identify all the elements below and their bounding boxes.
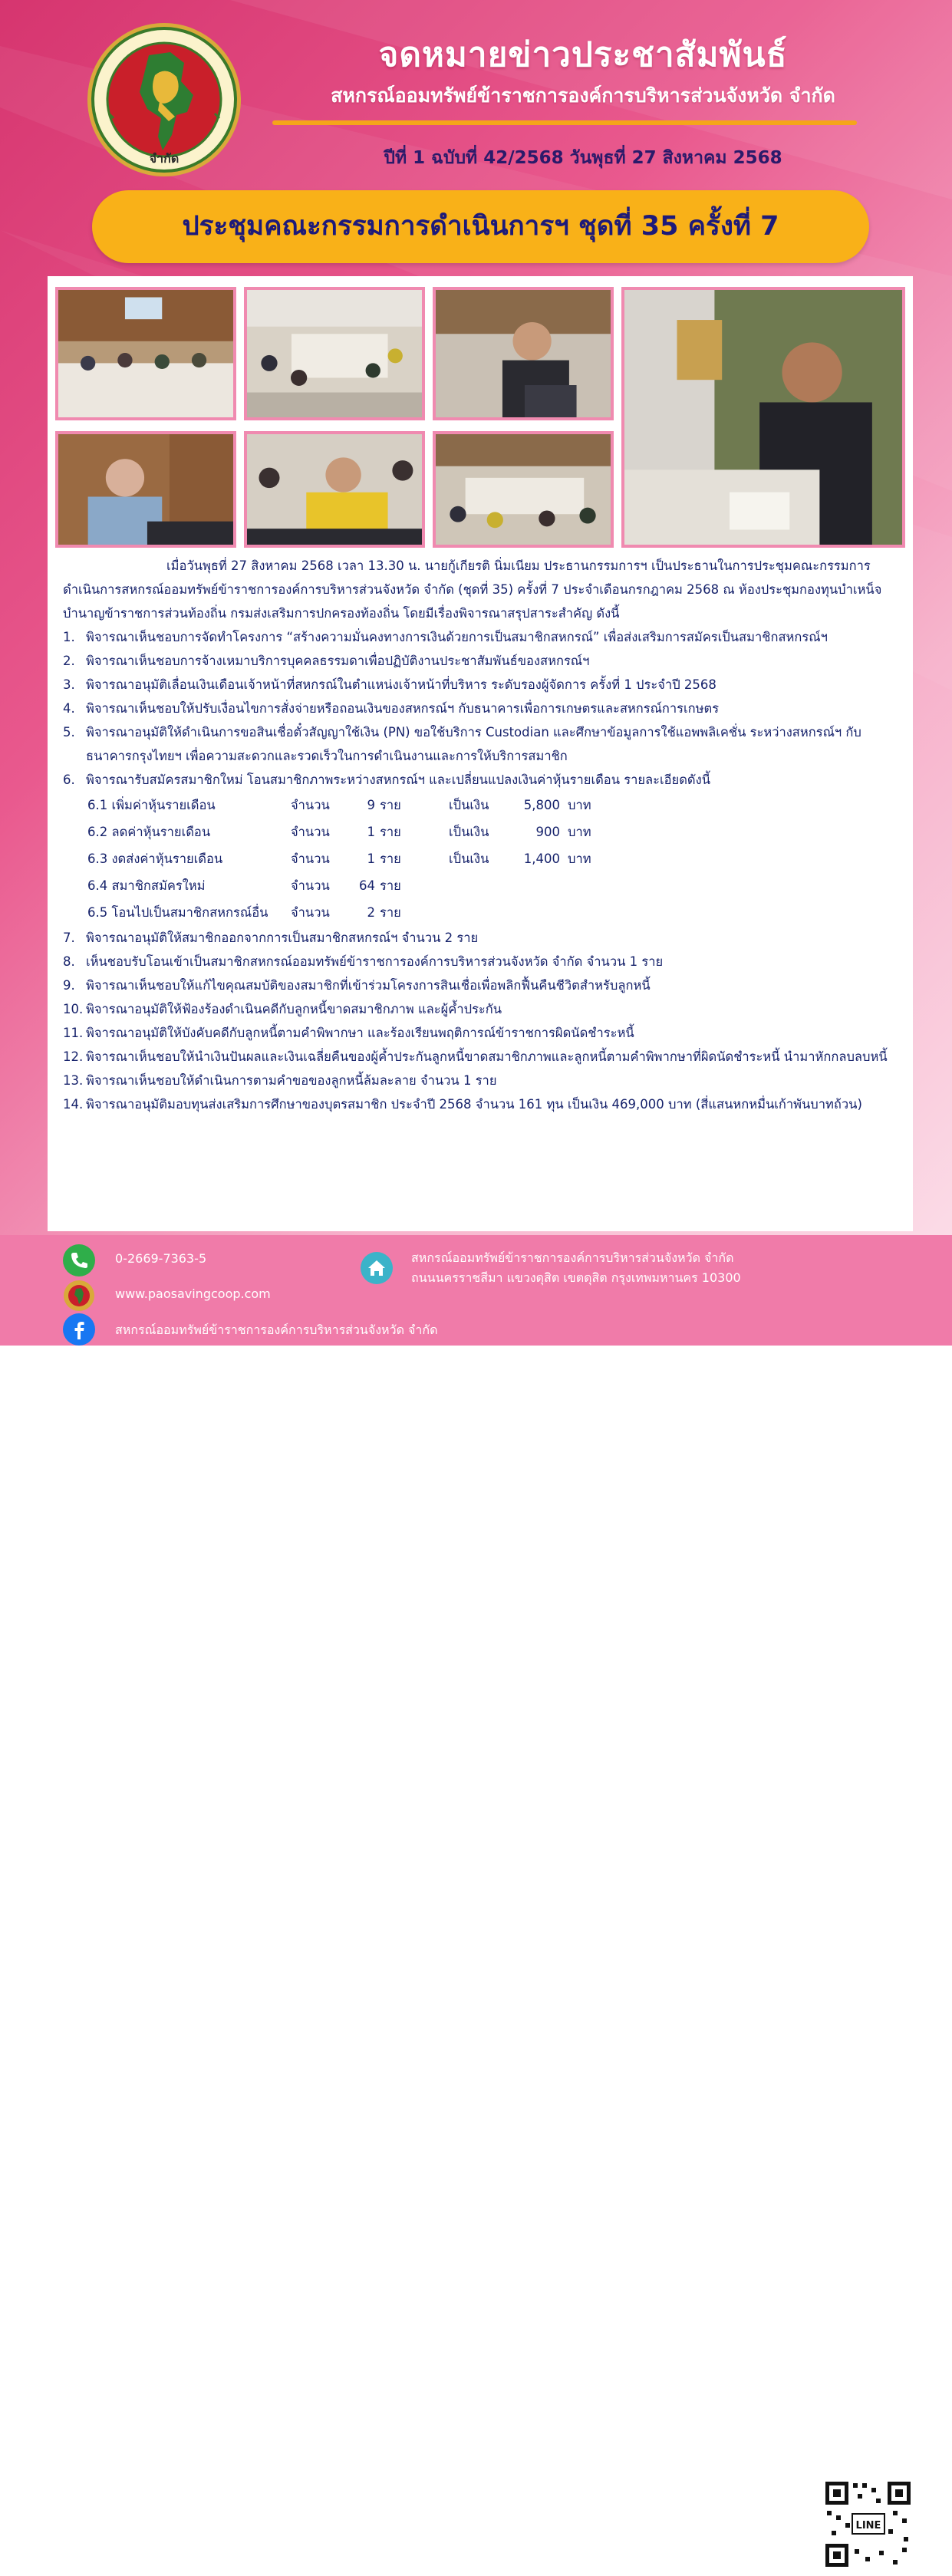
headline-banner [92, 190, 869, 263]
meeting-photo-1 [55, 287, 236, 420]
agenda-item: 4. พิจารณาเห็นชอบให้ปรับเงื่อนไขการสั่งจ่ายหรือถอนเงินของสหกรณ์ฯ กับธนาคารเพื่อการเกษตรและสหกรณ์การเกษตร [63, 701, 720, 716]
facebook-page-name[interactable]: สหกรณ์ออมทรัพย์ข้าราชการองค์การบริหารส่วนจังหวัด จำกัด [115, 1323, 438, 1337]
agenda-item: 12. พิจารณาเห็นชอบให้นำเงินปันผลและเงินเฉลี่ยคืนของผู้ค้ำประกันลูกหนี้ขาดสมาชิกภาพและลูกหนี้ตามคำพิพากษาที่ผิดนัดชำระหนี้ นำมาหักกลบลบหนี้ [63, 1049, 888, 1064]
agenda-item: 11. พิจารณาอนุมัติให้บังคับคดีกับลูกหนี้ตามคำพิพากษา และร้องเรียนพฤติการณ์ข้าราชการผิดนัดชำระหนี้ [63, 1026, 634, 1040]
header-divider [272, 120, 857, 125]
cooperative-name: สหกรณ์ออมทรัพย์ข้าราชการองค์การบริหารส่วนจังหวัด จำกัด [331, 84, 835, 107]
table-row: 6.2 ลดค่าหุ้นรายเดือน จำนวน 1 ราย เป็นเงิน 900 บาท [87, 824, 591, 839]
agenda-item: 8. เห็นชอบรับโอนเข้าเป็นสมาชิกสหกรณ์ออมทรัพย์ข้าราชการองค์การบริหารส่วนจังหวัด จำกัด จำนวน 1 ราย [63, 954, 664, 969]
address-line-1: สหกรณ์ออมทรัพย์ข้าราชการองค์การบริหารส่วนจังหวัด จำกัด [411, 1250, 734, 1265]
table-row: 6.3 งดส่งค่าหุ้นรายเดือน จำนวน 1 ราย เป็นเงิน 1,400 บาท [87, 851, 591, 866]
agenda-item: 3. พิจารณาอนุมัติเลื่อนเงินเดือนเจ้าหน้าที่สหกรณ์ในตำแหน่งเจ้าหน้าที่บริหาร ระดับรองผู้จัดการ ครั้งที่ 1 ประจำปี 2568 [63, 677, 716, 692]
issue-info: ปีที่ 1 ฉบับที่ 42/2568 วันพุธที่ 27 สิงหาคม 2568 [384, 148, 782, 168]
headline-text: ประชุมคณะกรรมการดำเนินการฯ ชุดที่ 35 ครั้งที่ 7 [182, 211, 779, 242]
agenda-item: 13. พิจารณาเห็นชอบให้ดำเนินการตามคำขอของลูกหนี้ล้มละลาย จำนวน 1 ราย [63, 1073, 497, 1088]
meeting-photo-chairman [621, 287, 905, 548]
qr-code-icon [819, 2476, 917, 2573]
website-link[interactable]: www.paosavingcoop.com [115, 1286, 271, 1301]
phone-icon [63, 1244, 95, 1276]
agenda-item: 9. พิจารณาเห็นชอบให้แก้ไขคุณสมบัติของสมาชิกที่เข้าร่วมโครงการสินเชื่อเพื่อพลิกฟื้นคืนชีวิตสำหรับลูกหนี้ [63, 978, 651, 993]
table-row: 6.5 โอนไปเป็นสมาชิกสหกรณ์อื่น จำนวน 2 ราย [87, 904, 401, 920]
agenda-item: 7. พิจารณาอนุมัติให้สมาชิกออกจากการเป็นสมาชิกสหกรณ์ฯ จำนวน 2 ราย [63, 931, 479, 945]
agenda-list-a [63, 625, 904, 792]
agenda-item: 10. พิจารณาอนุมัติให้ฟ้องร้องดำเนินคดีกับลูกหนี้ขาดสมาชิกภาพ และผู้ค้ำประกัน [63, 1002, 502, 1016]
agenda-item: 6. พิจารณารับสมัครสมาชิกใหม่ โอนสมาชิกภาพระหว่างสหกรณ์ฯ และเปลี่ยนแปลงเงินค่าหุ้นรายเดือน รายละเอียดดังนี้ [63, 772, 710, 787]
facebook-icon [63, 1313, 95, 1346]
newsletter-title: จดหมายข่าวประชาสัมพันธ์ [378, 35, 788, 74]
meeting-photo-2 [244, 287, 425, 420]
logo-bottom-text: จำกัด [149, 151, 180, 166]
line-qr-code[interactable] [819, 2476, 917, 2573]
footer-divider [357, 2537, 781, 2540]
meeting-photo-5 [244, 431, 425, 548]
agenda-item: 5. พิจารณาอนุมัติให้ดำเนินการขอสินเชื่อตั๋วสัญญาใช้เงิน (PN) ขอใช้บริการ Custodian และศึกษาข้อมูลการใช้แอพพลิเคชั่น ระหว่างสหกรณ์ฯ กับธนาคารกรุงไทยฯ เพื่อความสะดวกและรวดเร็วในการดำเนินงานและการให้บริการสมาชิก [63, 725, 861, 763]
agenda-item: 1. พิจารณาเห็นชอบการจัดทำโครงการ “สร้างความมั่นคงทางการเงินด้วยการเป็นสมาชิกสหกรณ์” เพื่อส่งเสริมการสมัครเป็นสมาชิกสหกรณ์ฯ [63, 630, 828, 644]
home-icon [361, 1252, 393, 1284]
agenda-list-b [63, 926, 904, 1116]
content-panel [48, 276, 913, 1231]
phone-number[interactable]: 0-2669-7363-5 [115, 1251, 207, 1266]
share-change-table [87, 792, 606, 926]
meeting-photo-6 [433, 431, 614, 548]
contact-footer [0, 1235, 952, 2532]
meeting-photo-3 [433, 287, 614, 420]
meeting-photo-4 [55, 431, 236, 548]
qr-line-label: LINE [855, 2520, 881, 2532]
intro-paragraph: เมื่อวันพุธที่ 27 สิงหาคม 2568 เวลา 13.30 น. นายกู้เกียรติ นิ่มเนียม ประธานกรรมการฯ เป็นประธานในการประชุมคณะกรรมการดำเนินการสหกรณ์ออมทรัพย์ข้าราชการองค์การบริหารส่วนจังหวัด จำกัด (ชุดที่ 35) ครั้งที่ 7 ประจำเดือนกรกฎาคม 2568 ณ ห้องประชุมกองทุนบำเหน็จบำนาญข้าราชการส่วนท้องถิ่น กรมส่งเสริมการปกครองท้องถิ่น โดยมีเรื่องพิจารณาสรุปสาระสำคัญ ดังนี้ [63, 558, 882, 621]
cooperative-logo-seal [86, 21, 242, 178]
table-row: 6.1 เพิ่มค่าหุ้นรายเดือน จำนวน 9 ราย เป็นเงิน 5,800 บาท [87, 797, 591, 812]
coop-logo-small-icon [63, 1280, 95, 1312]
address-line-2: ถนนนครราชสีมา แขวงดุสิต เขตดุสิต กรุงเทพมหานคร 10300 [411, 1270, 741, 1285]
agenda-item: 2. พิจารณาเห็นชอบการจ้างเหมาบริการบุคคลธรรมดาเพื่อปฏิบัติงานประชาสัมพันธ์ของสหกรณ์ฯ [63, 654, 590, 668]
meeting-summary [63, 554, 904, 1116]
table-row: 6.4 สมาชิกสมัครใหม่ จำนวน 64 ราย [87, 878, 401, 893]
agenda-item: 14. พิจารณาอนุมัติมอบทุนส่งเสริมการศึกษาของบุตรสมาชิก ประจำปี 2568 จำนวน 161 ทุน เป็นเงิน 469,000 บาท (สี่แสนหกหมื่นเก้าพันบาทถ้วน) [63, 1097, 862, 1112]
